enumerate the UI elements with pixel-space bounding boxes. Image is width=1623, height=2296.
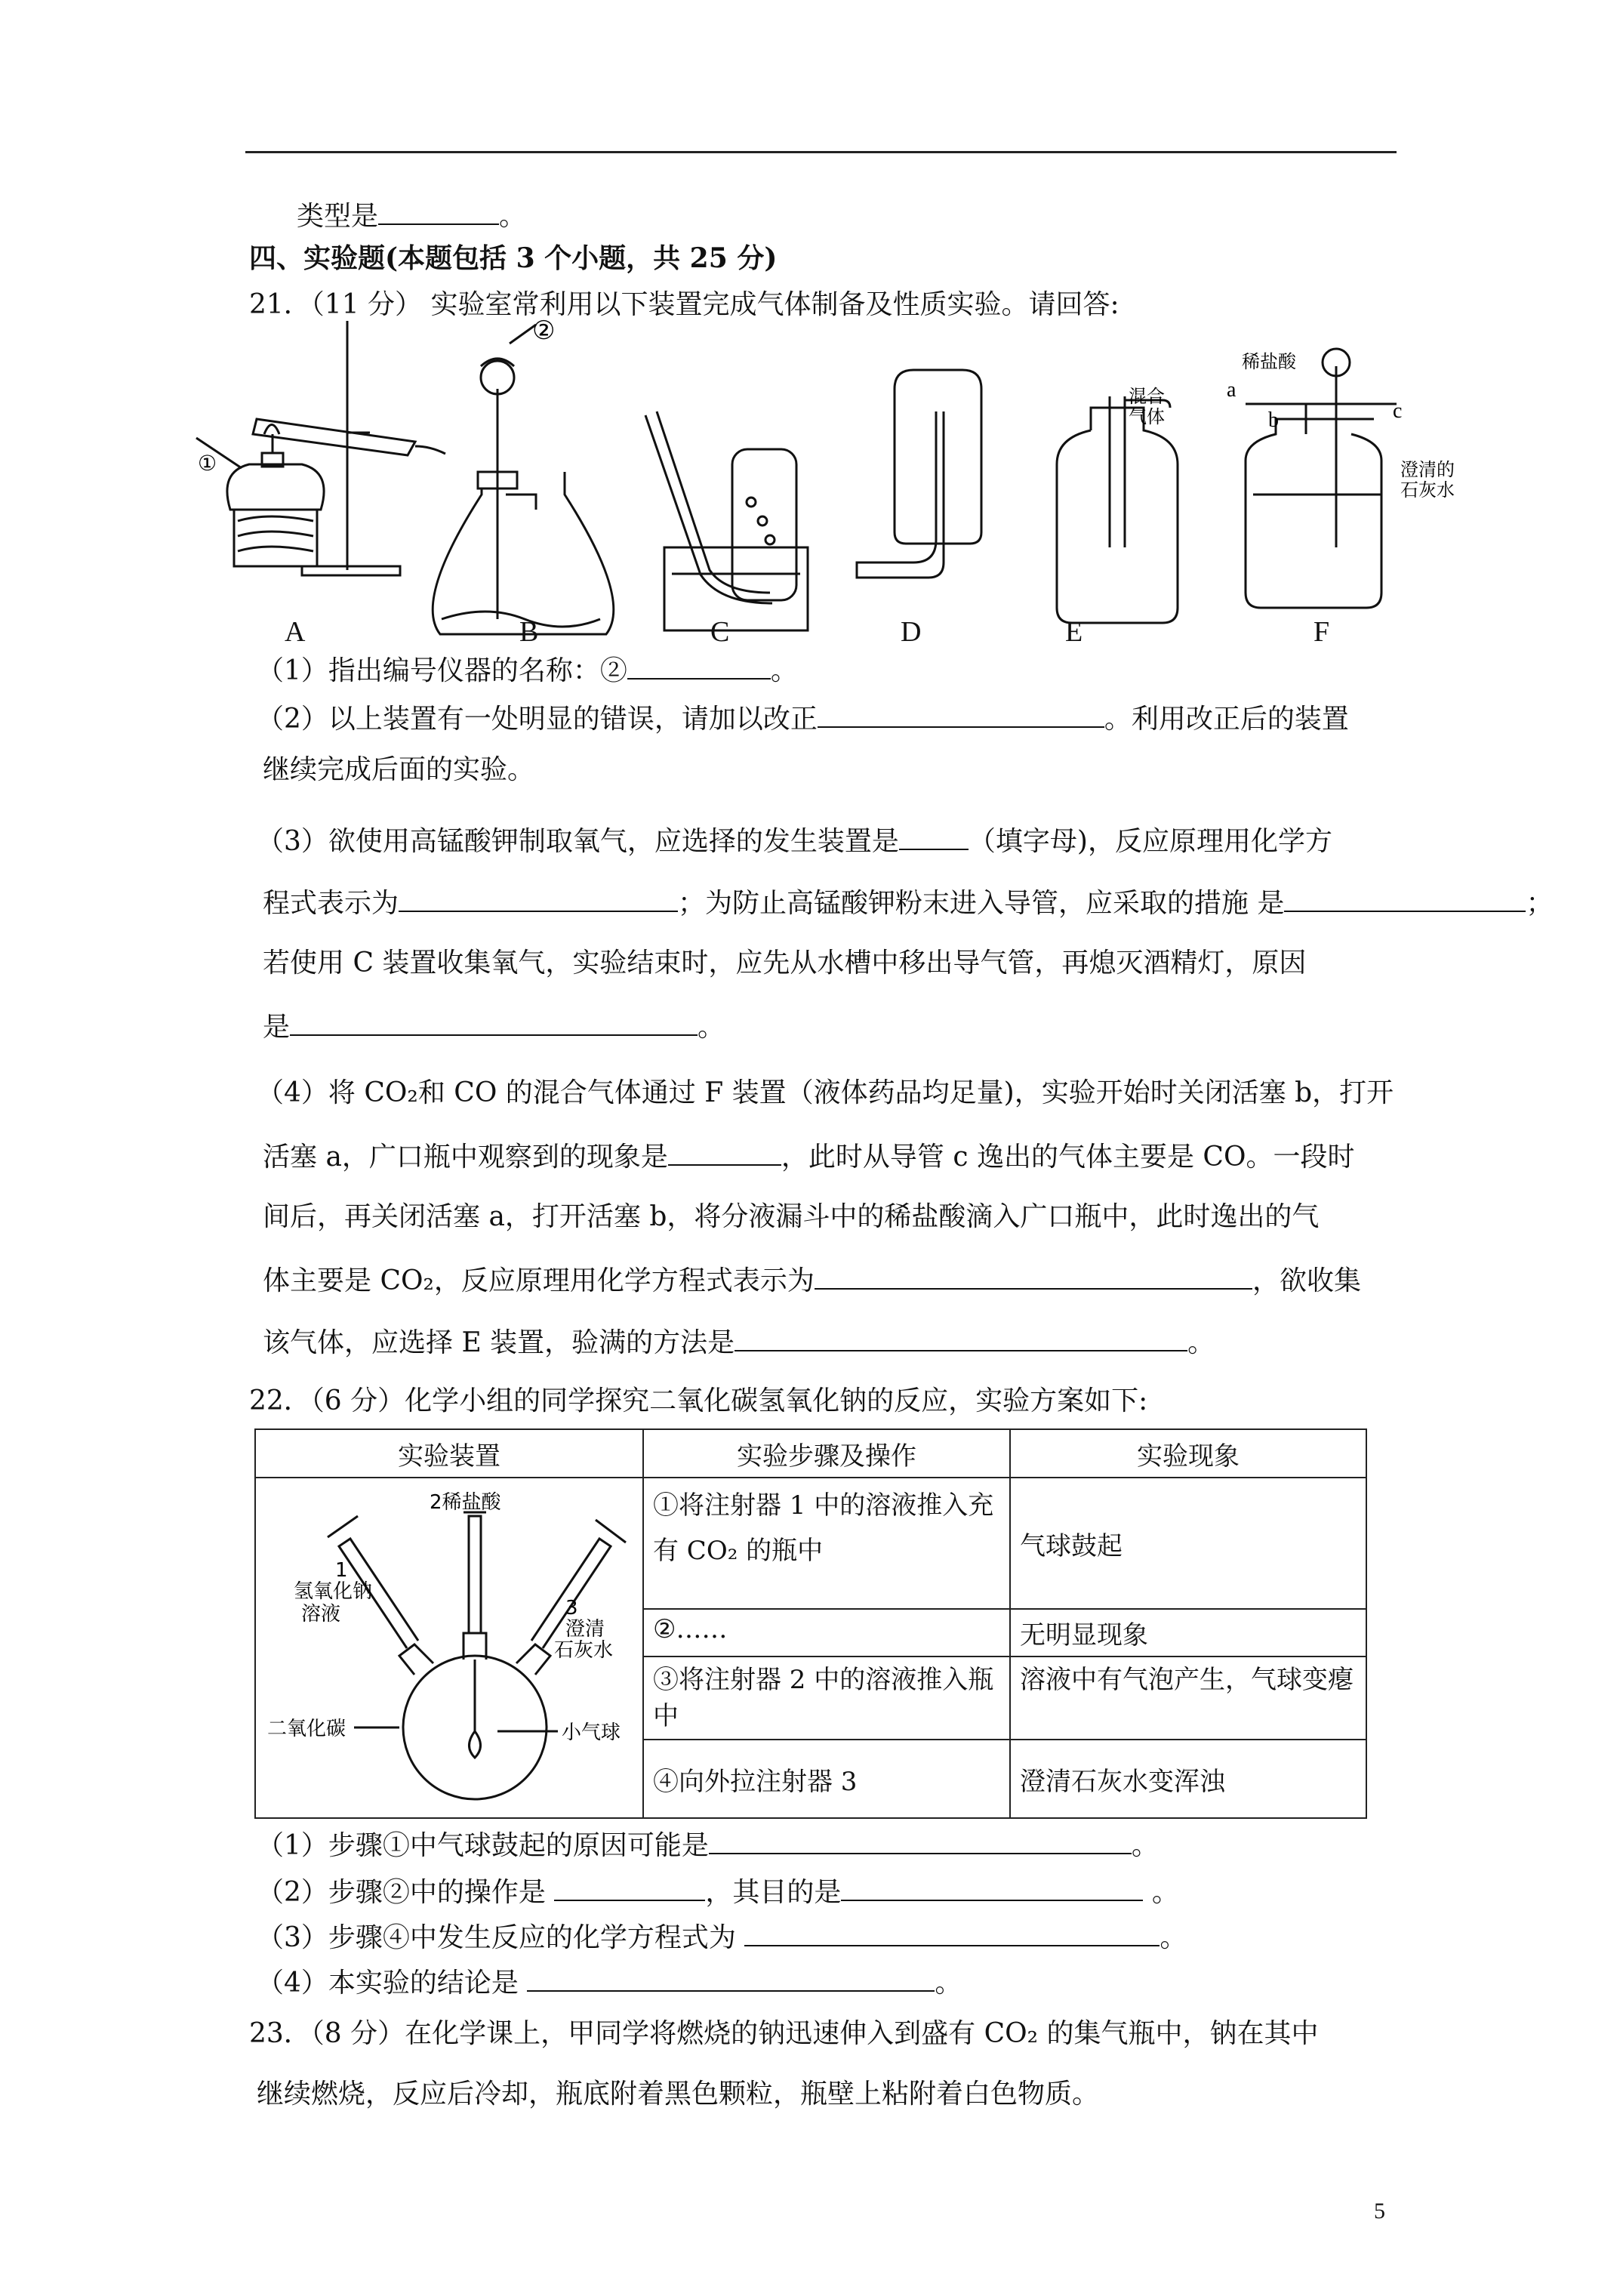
result-4: 澄清石灰水变浑浊 xyxy=(1010,1740,1366,1818)
fig-label-naoh2: 溶液 xyxy=(301,1603,341,1626)
q21-part3-line3: 若使用 C 装置收集氧气，实验结束时，应先从水槽中移出导气管，再熄灭酒精灯，原因 xyxy=(263,948,1307,978)
fig-label-s2: 2稀盐酸 xyxy=(430,1491,501,1514)
fig-label-balloon: 小气球 xyxy=(562,1721,621,1744)
step-3: ③将注射器 2 中的溶液推入瓶中 xyxy=(643,1657,1010,1740)
fig-label-lime1: 澄清 xyxy=(565,1618,605,1641)
fig-label-naoh1: 氢氧化钠 xyxy=(294,1580,373,1603)
q21-part3-line4: 是 。 xyxy=(263,1009,725,1044)
apparatus-e xyxy=(1057,396,1178,623)
result-2: 无明显现象 xyxy=(1010,1609,1366,1657)
carryover-line: 类型是 。 xyxy=(297,198,526,233)
label-c: C xyxy=(710,616,730,648)
fig-label-lime2: 石灰水 xyxy=(554,1639,614,1662)
q21-part4-line3: 间后，再关闭活塞 a，打开活塞 b，将分液漏斗中的稀盐酸滴入广口瓶中，此时逸出的气 xyxy=(263,1201,1320,1232)
apparatus-c xyxy=(645,411,808,630)
header-rule xyxy=(245,151,1397,153)
answer-blank[interactable] xyxy=(815,1262,1252,1290)
apparatus-d xyxy=(857,370,981,578)
f-label-acid: 稀盐酸 xyxy=(1242,351,1296,372)
q21-part1: （1）指出编号仪器的名称：② 。 xyxy=(257,652,798,688)
section-title: 四、实验题(本题包括 3 个小题，共 25 分) xyxy=(249,242,778,274)
apparatus-f xyxy=(1246,349,1397,608)
q21-part4-line2: 活塞 a，广口瓶中观察到的现象是 ，此时从导管 c 逸出的气体主要是 CO。一段时 xyxy=(263,1139,1354,1174)
q23-line1: 23．（8 分）在化学课上，甲同学将燃烧的钠迅速伸入到盛有 CO₂ 的集气瓶中，钠在其中 xyxy=(249,2018,1319,2049)
result-3: 溶液中有气泡产生，气球变瘪 xyxy=(1010,1657,1366,1740)
f-label-gas2: 气体 xyxy=(1129,406,1165,427)
answer-blank[interactable] xyxy=(378,198,499,225)
answer-blank[interactable] xyxy=(1284,885,1526,912)
q21-stem: 21．（11 分） 实验室常利用以下装置完成气体制备及性质实验。请回答: xyxy=(249,289,1119,320)
answer-blank[interactable] xyxy=(527,1965,935,1992)
step-1: ①将注射器 1 中的溶液推入充有 CO₂ 的瓶中 xyxy=(643,1478,1010,1609)
q21-part4-line4: 体主要是 CO₂，反应原理用化学方程式表示为 ，欲收集 xyxy=(263,1262,1361,1298)
q21-part2: （2）以上装置有一处明显的错误，请加以改正 。利用改正后的装置 xyxy=(257,701,1349,736)
answer-blank[interactable] xyxy=(668,1139,781,1166)
q22-sub3: （3）步骤④中发生反应的化学方程式为 。 xyxy=(257,1919,1187,1955)
label-d: D xyxy=(901,616,922,648)
q21-part4-line1: （4）将 CO₂和 CO 的混合气体通过 F 装置（液体药品均足量)，实验开始时关闭活塞 b，打开 xyxy=(257,1077,1394,1108)
q22-stem: 22．（6 分）化学小组的同学探究二氧化碳氢氧化钠的反应，实验方案如下: xyxy=(249,1385,1148,1416)
page-number: 5 xyxy=(1374,2199,1385,2224)
marker-1: ① xyxy=(198,451,217,476)
label-f: F xyxy=(1313,616,1330,648)
q21-part4-line5: 该气体，应选择 E 装置，验满的方法是 。 xyxy=(263,1324,1215,1360)
apparatus-figure xyxy=(189,316,1455,653)
answer-blank[interactable] xyxy=(709,1827,1132,1854)
answer-blank[interactable] xyxy=(899,823,969,850)
answer-blank[interactable] xyxy=(290,1009,698,1036)
q22-sub2: （2）步骤②中的操作是 ，其目的是 。 xyxy=(257,1874,1179,1909)
f-label-a: a xyxy=(1227,378,1236,402)
answer-blank[interactable] xyxy=(744,1919,1160,1946)
answer-blank[interactable] xyxy=(735,1324,1187,1351)
q23-line2: 继续燃烧，反应后冷却，瓶底附着黑色颗粒，瓶壁上粘附着白色物质。 xyxy=(257,2079,1100,2110)
apparatus-b xyxy=(433,325,614,634)
result-1: 气球鼓起 xyxy=(1010,1478,1366,1609)
label-e: E xyxy=(1065,616,1083,648)
th-steps: 实验步骤及操作 xyxy=(643,1429,1010,1478)
q21-part2-cont: 继续完成后面的实验。 xyxy=(263,754,535,785)
answer-blank[interactable] xyxy=(818,701,1104,728)
label-b: B xyxy=(519,616,539,648)
f-label-gas1: 混合 xyxy=(1129,386,1165,407)
flask-syringe-figure xyxy=(256,1478,641,1803)
th-apparatus: 实验装置 xyxy=(255,1429,643,1478)
step-4: ④向外拉注射器 3 xyxy=(643,1740,1010,1818)
step-2: ②…… xyxy=(643,1609,1010,1657)
f-label-b: b xyxy=(1268,408,1279,432)
fig-label-co2: 二氧化碳 xyxy=(267,1718,346,1740)
apparatus-a xyxy=(196,321,445,575)
f-label-lime1: 澄清的 xyxy=(1400,459,1455,480)
f-label-c: c xyxy=(1393,399,1403,423)
q22-table xyxy=(254,1428,1367,1819)
q21-part3-line1: （3）欲使用高锰酸钾制取氧气，应选择的发生装置是 （填字母)，反应原理用化学方 xyxy=(257,823,1332,858)
q22-sub4: （4）本实验的结论是 。 xyxy=(257,1965,962,2000)
answer-blank[interactable] xyxy=(627,652,771,680)
fig-label-s3: 3 xyxy=(565,1597,578,1620)
marker-2: ② xyxy=(532,316,556,346)
q22-sub1: （1）步骤①中气球鼓起的原因可能是 。 xyxy=(257,1827,1159,1863)
answer-blank[interactable] xyxy=(554,1874,705,1901)
label-a: A xyxy=(285,616,306,648)
f-label-lime2: 石灰水 xyxy=(1400,479,1455,501)
answer-blank[interactable] xyxy=(841,1874,1143,1901)
answer-blank[interactable] xyxy=(399,885,678,912)
fig-label-s1: 1 xyxy=(335,1559,348,1582)
th-results: 实验现象 xyxy=(1010,1429,1366,1478)
apparatus-cell xyxy=(255,1478,643,1818)
q21-part3-line2: 程式表示为 ；为防止高锰酸钾粉末进入导管，应采取的措施 是 ； xyxy=(263,885,1553,920)
